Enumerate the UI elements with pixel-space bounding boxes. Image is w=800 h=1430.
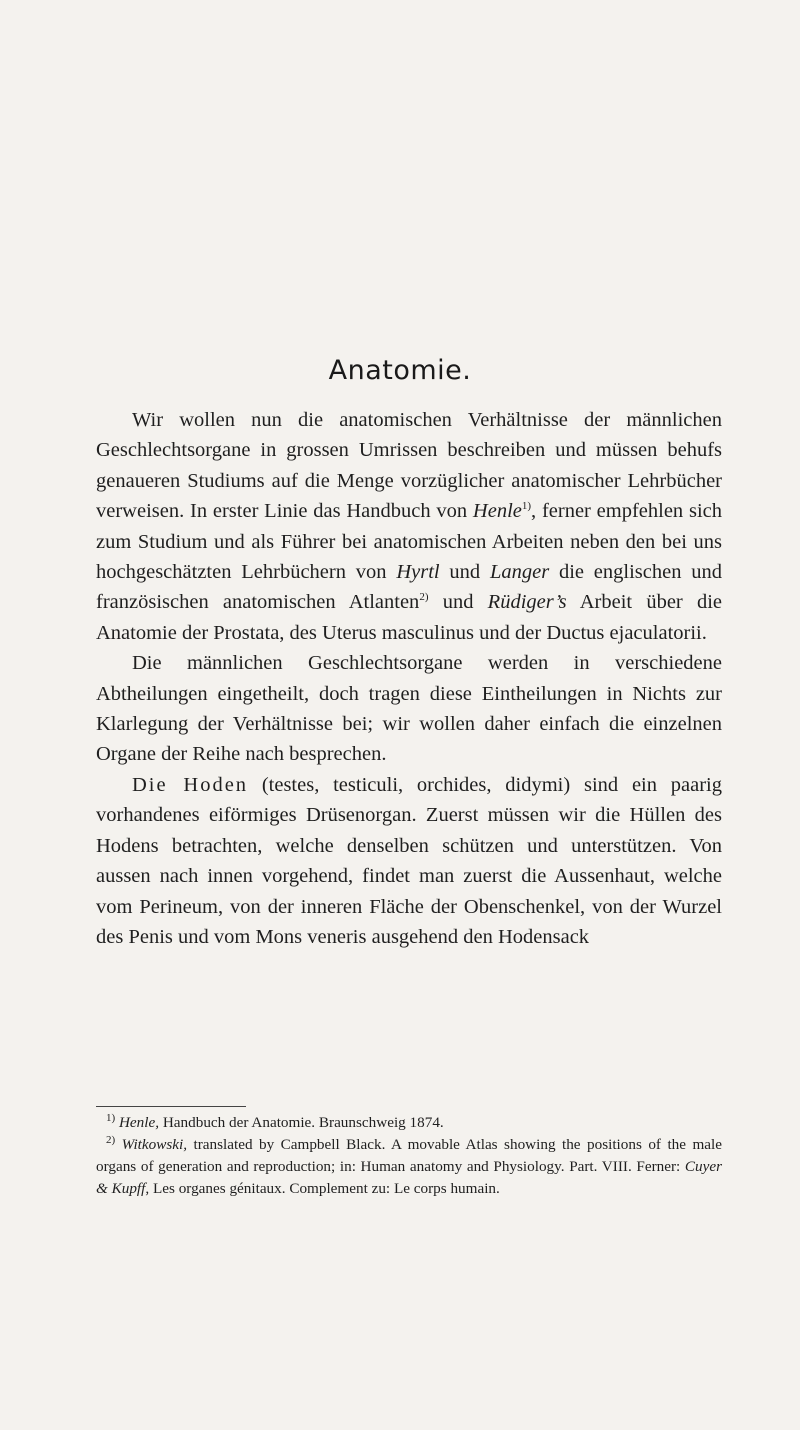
paragraph-3-text: (testes, testiculi, orchides, didymi) sind ein paarig vorhandenes eiförmiges Drüsenorgan. Zuerst müssen wir die Hüllen des Hodens betrachten, welche denselben schützen und unterstützen. Von aussen nach innen vorgehend, findet man zuerst die Aussenhaut, welche vom Perineum, von der inneren Fläche der Obenschenkel, von der Wurzel des Penis und vom Mons veneris ausgehend den Hodensack xyxy=(96,773,722,948)
page-title: Anatomie. xyxy=(328,355,472,386)
footnote-2: $^{2)}$ Witkowski, translated by Campbell Black. A movable Atlas showing the positions of the male organs of generation and reproduction; in: Human anatomy and Physiology. Part. VIII. Ferner: Cuyer & Kupff, Les organes génitaux. Complement zu: Le corps humain. xyxy=(96,1133,722,1197)
footnote-1-marker: 1 xyxy=(106,1111,112,1124)
footnote-ref-1-number: 1 xyxy=(521,500,528,513)
footnote-1-author: Henle, xyxy=(118,1114,160,1131)
author-name-henle: Henle xyxy=(472,500,522,523)
paragraph-1-text-f: Arbeit über die Anatomie der Prostata, des Uterus masculinus und der Ductus ejaculatorii. xyxy=(96,591,723,644)
paragraph-1-text-c: und xyxy=(439,561,490,584)
paragraph-2: Die männlichen Geschlechtsorgane werden in verschiedene Abtheilungen eingetheilt, doch tragen diese Eintheilungen in Nichts zur Klarlegung der Verhältnisse bei; wir wollen daher einfach die einzelnen Organe der Reihe nach besprechen. xyxy=(96,652,722,766)
footnote-ref-1: 1) xyxy=(521,500,532,513)
footnote-2-author: Witkowski, xyxy=(121,1136,188,1153)
paragraph-1 xyxy=(96,405,722,648)
paragraph-1-text-a: Wir wollen nun die anatomischen Verhältnisse der männlichen Geschlechtsorgane in grossen Umrissen beschreiben und müssen behufs genaueren Studiums auf die Menge vorzüglicher anatomischer Lehrbücher verweisen. In erster Linie das Handbuch von xyxy=(96,409,722,523)
footnote-1: $^{1)}$ Henle, Handbuch der Anatomie. Braunschweig 1874. xyxy=(106,1111,444,1131)
author-name-langer: Langer xyxy=(489,561,550,584)
footnote-2-text-a: translated by Campbell Black. A movable Atlas showing the positions of the male organs of generation and reproduction; in: Human anatomy and Physiology. Part. VIII. Ferner: xyxy=(96,1136,722,1175)
paragraph-3 xyxy=(96,770,722,952)
footnote-divider xyxy=(96,1106,246,1107)
footnote-2-author-2: Cuyer & Kupff xyxy=(96,1158,722,1197)
author-name-hyrtl: Hyrtl xyxy=(396,561,440,584)
body-text xyxy=(96,405,722,952)
author-name-ruediger: Rüdiger’s xyxy=(487,591,567,614)
footnotes xyxy=(96,1112,722,1200)
footnote-2-text-b: , Les organes génitaux. Complement zu: Le corps humain. xyxy=(145,1180,500,1197)
footnote-ref-2: 2) xyxy=(419,591,429,604)
paragraph-1-text-b: , ferner empfehlen sich zum Studium und als Führer bei anatomischen Arbeiten neben den bei uns hochgeschätzten Lehrbüchern von xyxy=(96,500,722,584)
paragraph-1-text-d: die englischen und französischen anatomischen Atlanten xyxy=(96,561,723,614)
term-hoden: Die Hoden xyxy=(132,773,249,796)
footnote-1-text: Handbuch der Anatomie. Braunschweig 1874. xyxy=(159,1114,444,1131)
footnote-2-marker: 2 xyxy=(106,1133,112,1146)
paragraph-1-text-e: und xyxy=(428,591,488,614)
footnote-ref-2-number: 2 xyxy=(419,591,425,604)
